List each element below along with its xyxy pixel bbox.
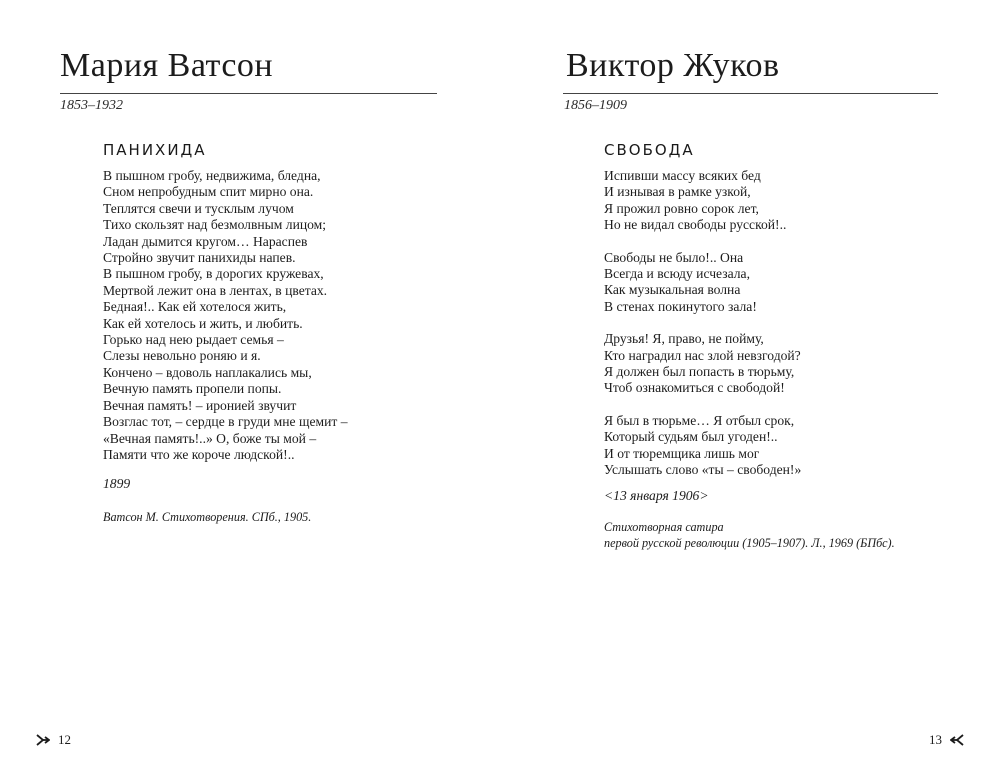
poem-line: Возглас тот, – сердце в груди мне щемит – (103, 414, 348, 430)
poem-block (604, 140, 895, 551)
header-rule (60, 93, 437, 94)
poem-line: Я был в тюрьме… Я отбыл срок, (604, 412, 795, 428)
poem-date: 1899 (103, 476, 131, 492)
poem-line: Бедная!.. Как ей хотелося жить, (103, 299, 287, 315)
poem-line: В пышном гробу, недвижима, бледна, (103, 168, 321, 183)
poem-line: Ладан дымится кругом… Нараспев (103, 233, 308, 249)
stanza (604, 250, 895, 316)
header-rule (563, 93, 938, 94)
poem-line: Но не видал свободы русской!.. (604, 217, 787, 233)
stanza (604, 413, 895, 479)
poem-text (103, 168, 348, 463)
poem-line: Кончено – вдоволь наплакались мы, (103, 364, 312, 380)
poem-date: <13 января 1906> (604, 487, 709, 503)
poem-line: И изнывая в рамке узкой, (604, 184, 751, 200)
poem-line: Памяти что же короче людской!.. (103, 446, 295, 462)
poem-line: Мертвой лежит она в лентах, в цветах. (103, 282, 328, 298)
source-citation (604, 519, 895, 551)
poem-line: В стенах покинутого зала! (604, 298, 757, 314)
poem-line: Который судьям был угоден!.. (604, 429, 778, 445)
poem-line: Свободы не было!.. Она (604, 249, 744, 265)
right-page (500, 0, 1000, 784)
page-number-footer (929, 732, 964, 748)
poem-text (604, 168, 895, 479)
poem-line: Услышать слово «ты – свободен!» (604, 462, 802, 478)
poem-line: Я прожил ровно сорок лет, (604, 200, 759, 216)
page-number: 13 (929, 732, 942, 747)
poem-line: Кто наградил нас злой невзгодой? (604, 347, 801, 363)
poem-line: Тихо скользят над безмолвным лицом; (103, 217, 327, 233)
poem-line: Горько над нею рыдает семья – (103, 332, 284, 348)
poem-line: Стройно звучит панихиды напев. (103, 250, 296, 266)
poem-line: В пышном гробу, в дорогих кружевах, (103, 266, 324, 282)
poem-line: Я должен был попасть в тюрьму, (604, 364, 795, 380)
stanza (604, 331, 895, 397)
arrow-right-icon[interactable] (36, 734, 50, 746)
poem-line: «Вечная память!..» О, боже ты мой – (103, 430, 317, 446)
poem-line: Друзья! Я, право, не пойму, (604, 331, 764, 347)
author-years: 1853–1932 (60, 98, 123, 113)
poem-line: И от тюремщика лишь мог (604, 445, 760, 461)
source-line: первой русской революции (1905–1907). Л., 1969 (БПбс). (604, 535, 895, 550)
poem-line: Как музыкальная волна (604, 282, 741, 298)
source-citation: Ватсон М. Стихотворения. СПб., 1905. (103, 510, 312, 525)
author-name: Мария Ватсон (60, 47, 274, 84)
poem-line: Теплятся свечи и тусклым лучом (103, 200, 294, 216)
author-name: Виктор Жуков (566, 47, 780, 84)
stanza (604, 168, 895, 234)
source-line: Стихотворная сатира (604, 519, 724, 534)
poem-title: СВОБОДА (604, 141, 695, 159)
poem-line: Сном непробудным спит мирно она. (103, 184, 314, 200)
poem-line: Чтоб ознакомиться с свободой! (604, 380, 785, 396)
poem-title: ПАНИХИДА (103, 141, 207, 159)
stanza (103, 168, 348, 463)
poem-line: Всегда и всюду исчезала, (604, 266, 750, 282)
poem-line: Как ей хотелось и жить, и любить. (103, 315, 303, 331)
author-years: 1856–1909 (564, 98, 627, 113)
poem-line: Испивши массу всяких бед (604, 168, 761, 183)
arrow-left-icon[interactable] (950, 734, 964, 746)
poem-line: Слезы невольно роняю и я. (103, 348, 261, 364)
poem-line: Вечную память пропели попы. (103, 381, 282, 397)
page-number: 12 (58, 732, 71, 747)
poem-line: Вечная память! – иронией звучит (103, 397, 297, 413)
page-number-footer (36, 732, 71, 748)
poem-block (103, 140, 348, 525)
